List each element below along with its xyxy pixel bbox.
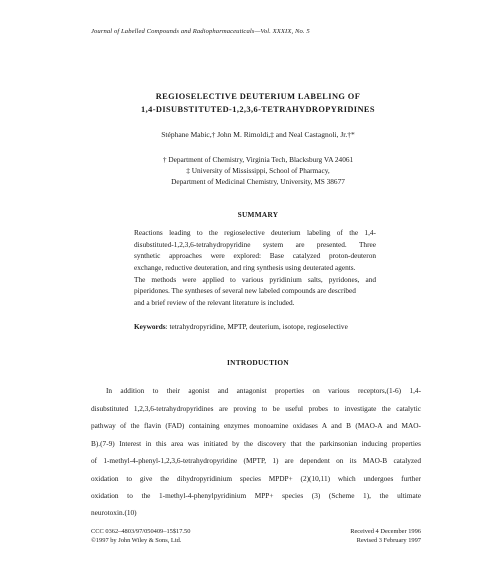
footer-publisher: ©1997 by John Wiley & Sons, Ltd. xyxy=(91,537,182,544)
intro-line: B).(7-9) Interest in this area was initiated by the discovery that the parkinsonian inducing properties xyxy=(91,439,421,448)
intro-line: pathway of the flavin (FAD) containing enzymes monoamine oxidases A and B (MAO-A and MAO- xyxy=(91,421,421,430)
intro-line: of 1-methyl-4-phenyl-1,2,3,6-tetrahydropyridine (MPTP, 1) are dependent on its MAO-B catalyzed xyxy=(91,456,421,465)
footer-dates xyxy=(350,527,421,545)
intro-line: In addition to their agonist and antagonist properties on various receptors,(1-6) 1,4- xyxy=(106,386,421,395)
journal-header: Journal of Labelled Compounds and Radiopharmaceuticals—Vol. XXXIX, No. 5 xyxy=(91,28,310,35)
affiliation-1: † Department of Chemistry, Virginia Tech, Blacksburg VA 24061 xyxy=(162,155,354,164)
affiliation-3: Department of Medicinal Chemistry, University, MS 38677 xyxy=(171,177,345,186)
summary-line: exchange, reductive deuteration, and ring synthesis using deuterated agents. xyxy=(134,263,356,272)
summary-line: synthetic approaches were explored: Base catalyzed proton-deuteron xyxy=(134,251,376,260)
intro-line: oxidation to the 1-methyl-4-phenylpyridinium MPP+ species (3) (Scheme 1), the ultimate xyxy=(91,491,421,500)
revised-date: Revised 3 February 1997 xyxy=(356,537,421,544)
keywords xyxy=(134,322,394,331)
author-list: Stéphane Mabic,† John M. Rimoldi,‡ and Neal Castagnoli, Jr.†* xyxy=(161,130,355,139)
summary-line: The methods were applied to various pyridinium salts, pyridones, and xyxy=(134,275,376,284)
footer-code: CCC 0362–4803/97/050409–15$17.50 xyxy=(91,528,191,535)
intro-line: neurotoxin.(10) xyxy=(91,508,137,517)
keywords-text: : tetrahydropyridine, MPTP, deuterium, isotope, regioselective xyxy=(165,322,348,331)
introduction-heading: INTRODUCTION xyxy=(227,358,289,367)
intro-line: disubstituted 1,2,3,6-tetrahydropyridines are proving to be useful probes to investigate the catalytic xyxy=(91,404,421,413)
affiliation-2: ‡ University of Mississippi, School of Pharmacy, xyxy=(186,166,330,175)
summary-line: piperidones. The syntheses of several new labeled compounds are described xyxy=(134,286,356,295)
keywords-label: Keywords xyxy=(134,322,166,331)
title-line-1: REGIOSELECTIVE DEUTERIUM LABELING OF xyxy=(155,92,361,101)
summary-heading: SUMMARY xyxy=(237,210,279,219)
title-line-2: 1,4-DISUBSTITUTED-1,2,3,6-TETRAHYDROPYRIDINES xyxy=(141,105,375,114)
intro-line: oxidation to give the dihydropyridinium species MPDP+ (2)(10,11) which undergoes further xyxy=(91,474,421,483)
summary-line: and a brief review of the relevant literature is included. xyxy=(134,298,295,307)
footer-copyright xyxy=(91,527,190,545)
received-date: Received 4 December 1996 xyxy=(350,528,421,535)
summary-line: Reactions leading to the regioselective deuterium labeling of the 1,4- xyxy=(134,228,376,237)
summary-line: disubstituted-1,2,3,6-tetrahydropyridine system are presented. Three xyxy=(134,240,376,249)
